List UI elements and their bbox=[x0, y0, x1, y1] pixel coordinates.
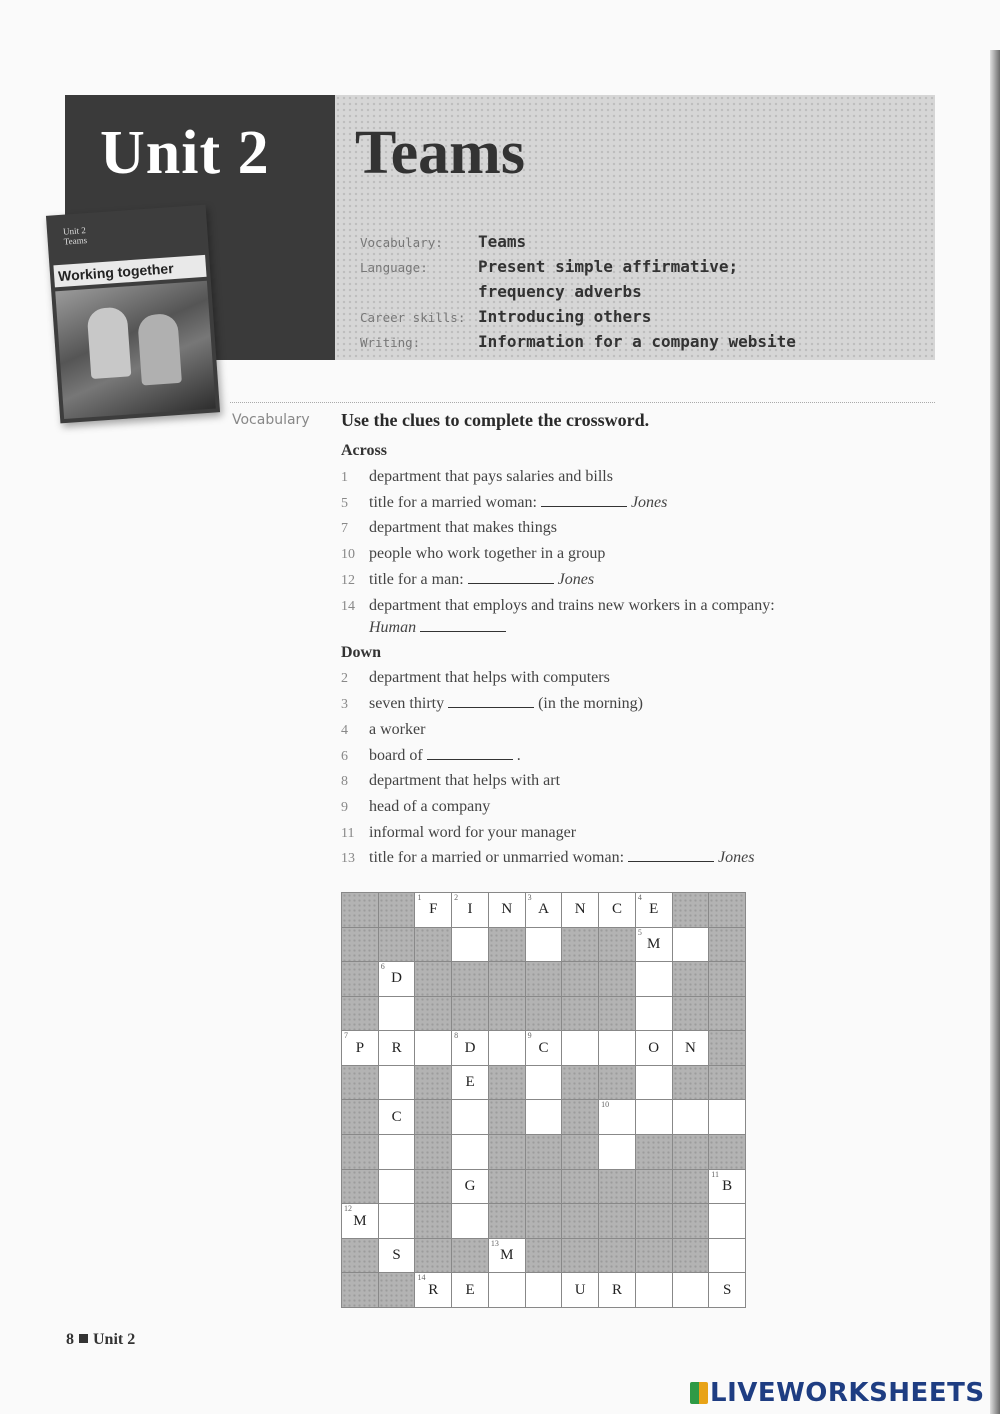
cell-letter: N bbox=[501, 901, 513, 918]
cell-letter: B bbox=[722, 1177, 733, 1194]
crossword-block bbox=[415, 997, 451, 1031]
cell-number: 3 bbox=[527, 893, 532, 902]
crossword-cell[interactable] bbox=[452, 928, 488, 962]
crossword-block bbox=[709, 997, 745, 1031]
crossword-cell[interactable] bbox=[489, 1031, 525, 1065]
cell-number: 5 bbox=[637, 927, 642, 937]
clue-down-9: 9 head of a company bbox=[341, 798, 491, 815]
crossword-block bbox=[342, 1100, 378, 1134]
cell-letter: N bbox=[574, 901, 586, 918]
crossword-block bbox=[562, 1170, 598, 1204]
crossword-block bbox=[562, 1239, 598, 1273]
crossword-block bbox=[599, 928, 635, 962]
crossword-block bbox=[599, 1239, 635, 1273]
crossword-cell[interactable] bbox=[379, 1135, 415, 1169]
crossword-cell[interactable] bbox=[599, 1135, 635, 1169]
cell-number: 7 bbox=[344, 1031, 348, 1041]
clue-across-14: 14 department that employs and trains new workers in a company: bbox=[341, 597, 775, 614]
cell-letter: S bbox=[722, 1281, 732, 1298]
cell-number: 6 bbox=[380, 962, 385, 972]
crossword-block bbox=[599, 1170, 635, 1204]
cell-letter: R bbox=[611, 1281, 622, 1298]
crossword-cell[interactable] bbox=[379, 962, 415, 996]
cell-letter: E bbox=[465, 1074, 475, 1091]
crossword-block bbox=[342, 1273, 378, 1307]
crossword-block bbox=[342, 1239, 378, 1273]
crossword-cell[interactable] bbox=[526, 928, 562, 962]
crossword-block bbox=[342, 1170, 378, 1204]
crossword-block bbox=[526, 1170, 562, 1204]
answer-blank bbox=[448, 707, 534, 708]
clue-across-14-line2: Human bbox=[341, 619, 510, 637]
crossword-cell[interactable] bbox=[636, 1066, 672, 1100]
crossword-cell[interactable] bbox=[379, 1170, 415, 1204]
crossword-cell[interactable] bbox=[379, 1066, 415, 1100]
cell-number: 11 bbox=[711, 1169, 719, 1179]
section-divider bbox=[230, 402, 935, 403]
crossword-block bbox=[342, 928, 378, 962]
crossword-cell[interactable] bbox=[379, 997, 415, 1031]
crossword-block bbox=[673, 962, 709, 996]
crossword-cell[interactable] bbox=[636, 893, 672, 927]
crossword-block bbox=[636, 1204, 672, 1238]
crossword-cell[interactable] bbox=[673, 1031, 709, 1065]
crossword-cell[interactable] bbox=[599, 1031, 635, 1065]
crossword-cell[interactable] bbox=[379, 1204, 415, 1238]
overview-row: Language: Present simple affirmative; bbox=[360, 257, 739, 276]
crossword-block bbox=[709, 928, 745, 962]
crossword-block bbox=[562, 1135, 598, 1169]
crossword-block bbox=[562, 1066, 598, 1100]
cell-letter: G bbox=[464, 1177, 476, 1194]
clue-across-7: 7 department that makes things bbox=[341, 519, 557, 536]
cell-letter: M bbox=[353, 1212, 367, 1229]
crossword-block bbox=[415, 1170, 451, 1204]
crossword-cell[interactable] bbox=[673, 928, 709, 962]
crossword-block bbox=[709, 893, 745, 927]
crossword-block bbox=[379, 893, 415, 927]
overview-row: frequency adverbs bbox=[478, 282, 642, 301]
crossword-block bbox=[562, 997, 598, 1031]
crossword-block bbox=[452, 1239, 488, 1273]
answer-blank bbox=[628, 861, 714, 862]
cell-letter: D bbox=[391, 970, 402, 987]
crossword-cell[interactable] bbox=[599, 1100, 635, 1134]
crossword-cell[interactable] bbox=[599, 893, 635, 927]
cell-number: 10 bbox=[601, 1100, 610, 1110]
crossword-block bbox=[415, 1066, 451, 1100]
crossword-cell[interactable] bbox=[379, 1100, 415, 1134]
crossword-block bbox=[379, 1273, 415, 1307]
crossword-block bbox=[379, 928, 415, 962]
cell-letter: N bbox=[684, 1039, 696, 1056]
crossword-block bbox=[489, 928, 525, 962]
cell-number: 13 bbox=[490, 1238, 499, 1248]
crossword-block bbox=[709, 1066, 745, 1100]
cell-letter: S bbox=[392, 1247, 401, 1264]
crossword-block bbox=[636, 1170, 672, 1204]
overview-row: Writing: Information for a company website bbox=[360, 332, 796, 351]
cell-number: 8 bbox=[454, 1031, 459, 1041]
crossword-cell[interactable] bbox=[489, 1239, 525, 1273]
crossword-block bbox=[415, 1204, 451, 1238]
crossword-cell[interactable] bbox=[526, 1100, 562, 1134]
crossword-block bbox=[415, 962, 451, 996]
crossword-cell[interactable] bbox=[562, 1273, 598, 1307]
clue-across-5: 5 title for a married woman: Jones bbox=[341, 494, 668, 511]
unit-name: Teams bbox=[355, 119, 525, 187]
crossword-cell[interactable] bbox=[452, 1273, 488, 1307]
cell-number: 14 bbox=[417, 1273, 426, 1283]
crossword-cell[interactable] bbox=[452, 1031, 488, 1065]
cell-number: 9 bbox=[527, 1031, 532, 1041]
across-heading: Across bbox=[341, 442, 387, 459]
cell-letter: F bbox=[429, 901, 438, 918]
crossword-block bbox=[599, 1204, 635, 1238]
crossword-cell[interactable] bbox=[709, 1170, 745, 1204]
cover-photo bbox=[55, 281, 216, 419]
crossword-block bbox=[673, 893, 709, 927]
crossword-block bbox=[599, 997, 635, 1031]
overview-row: Vocabulary: Teams bbox=[360, 232, 527, 251]
crossword-block bbox=[562, 928, 598, 962]
cell-letter: U bbox=[574, 1281, 586, 1298]
book-cover-thumbnail bbox=[46, 205, 220, 424]
crossword-cell[interactable] bbox=[526, 1273, 562, 1307]
answer-blank bbox=[468, 583, 554, 584]
crossword-block bbox=[342, 1135, 378, 1169]
clue-down-11: 11 informal word for your manager bbox=[341, 824, 577, 841]
crossword-block bbox=[452, 997, 488, 1031]
cell-letter: P bbox=[355, 1039, 365, 1056]
liveworksheets-logo-icon bbox=[690, 1382, 708, 1404]
crossword-cell[interactable] bbox=[709, 1100, 745, 1134]
crossword-cell[interactable] bbox=[636, 997, 672, 1031]
crossword-block bbox=[673, 997, 709, 1031]
crossword-cell[interactable] bbox=[489, 1273, 525, 1307]
crossword-cell[interactable] bbox=[342, 1204, 378, 1238]
crossword-cell[interactable] bbox=[709, 1204, 745, 1238]
clue-across-12: 12 title for a man: Jones bbox=[341, 571, 595, 588]
clue-down-2: 2 department that helps with computers bbox=[341, 669, 610, 686]
cell-number: 2 bbox=[454, 893, 459, 902]
cell-letter: M bbox=[647, 935, 661, 952]
crossword-cell[interactable] bbox=[636, 1031, 672, 1065]
unit-overview bbox=[360, 229, 796, 354]
crossword-block bbox=[342, 997, 378, 1031]
crossword-block bbox=[342, 893, 378, 927]
cell-letter: C bbox=[611, 901, 622, 918]
crossword-block bbox=[562, 1100, 598, 1134]
answer-blank bbox=[541, 506, 627, 507]
crossword-cell[interactable] bbox=[452, 1170, 488, 1204]
crossword-block bbox=[636, 1239, 672, 1273]
crossword-cell[interactable] bbox=[673, 1100, 709, 1134]
crossword-block bbox=[709, 1135, 745, 1169]
clue-across-10: 10 people who work together in a group bbox=[341, 545, 606, 562]
cell-letter: A bbox=[538, 901, 549, 918]
crossword-cell[interactable] bbox=[526, 1066, 562, 1100]
crossword-cell[interactable] bbox=[452, 1204, 488, 1238]
crossword-block bbox=[599, 1066, 635, 1100]
cover-title: Working together bbox=[53, 255, 206, 288]
crossword-cell[interactable] bbox=[636, 962, 672, 996]
crossword-cell[interactable] bbox=[636, 928, 672, 962]
crossword-cell[interactable] bbox=[599, 1273, 635, 1307]
crossword-cell[interactable] bbox=[452, 1100, 488, 1134]
crossword-block bbox=[489, 1170, 525, 1204]
exercise-instruction: Use the clues to complete the crossword. bbox=[341, 410, 650, 430]
overview-row: Career skills: Introducing others bbox=[360, 307, 652, 326]
crossword-block bbox=[415, 1135, 451, 1169]
crossword-cell[interactable] bbox=[452, 893, 488, 927]
crossword-cell[interactable] bbox=[636, 1100, 672, 1134]
cell-letter: R bbox=[391, 1039, 402, 1056]
crossword-cell[interactable] bbox=[526, 1031, 562, 1065]
liveworksheets-branding: LIVEWORKSHEETS bbox=[690, 1378, 985, 1408]
crossword-cell[interactable] bbox=[526, 893, 562, 927]
crossword-block bbox=[342, 962, 378, 996]
cell-letter: C bbox=[538, 1039, 549, 1056]
crossword-cell[interactable] bbox=[415, 1273, 451, 1307]
crossword-cell[interactable] bbox=[379, 1239, 415, 1273]
crossword-block bbox=[673, 1204, 709, 1238]
crossword-block bbox=[526, 962, 562, 996]
crossword-block bbox=[489, 1100, 525, 1134]
cell-letter: M bbox=[500, 1247, 514, 1264]
crossword-cell[interactable] bbox=[415, 893, 451, 927]
crossword-block bbox=[599, 962, 635, 996]
section-label: Vocabulary bbox=[232, 412, 310, 428]
clue-down-4: 4 a worker bbox=[341, 721, 426, 738]
cell-letter: E bbox=[465, 1281, 475, 1298]
cell-letter: I bbox=[467, 901, 473, 918]
crossword-block bbox=[415, 928, 451, 962]
crossword-cell[interactable] bbox=[709, 1239, 745, 1273]
crossword-cell[interactable] bbox=[489, 893, 525, 927]
clue-down-8: 8 department that helps with art bbox=[341, 772, 561, 789]
book-spine-shadow bbox=[990, 50, 1000, 1414]
crossword-cell[interactable] bbox=[342, 1031, 378, 1065]
clue-down-6: 6 board of . bbox=[341, 747, 521, 764]
crossword-block bbox=[415, 1239, 451, 1273]
crossword-cell[interactable] bbox=[452, 1066, 488, 1100]
crossword-block bbox=[673, 1239, 709, 1273]
page-footer: 8 Unit 2 bbox=[66, 1331, 136, 1348]
answer-blank bbox=[420, 631, 506, 632]
crossword-block bbox=[489, 997, 525, 1031]
crossword-block bbox=[526, 1204, 562, 1238]
crossword-block bbox=[673, 1170, 709, 1204]
cell-letter: D bbox=[464, 1039, 476, 1056]
crossword-block bbox=[709, 962, 745, 996]
crossword-block bbox=[489, 1066, 525, 1100]
crossword-block bbox=[526, 1135, 562, 1169]
unit-label: Unit 2 bbox=[100, 119, 270, 187]
crossword-block bbox=[636, 1135, 672, 1169]
crossword-block bbox=[342, 1066, 378, 1100]
crossword-block bbox=[415, 1100, 451, 1134]
crossword-block bbox=[562, 962, 598, 996]
crossword-cell[interactable] bbox=[709, 1273, 745, 1307]
crossword-cell[interactable] bbox=[562, 893, 598, 927]
down-heading: Down bbox=[341, 644, 382, 661]
cover-unit-line: Unit 2 Teams bbox=[62, 225, 88, 247]
answer-blank bbox=[427, 759, 513, 760]
cell-number: 4 bbox=[637, 893, 642, 902]
crossword-cell[interactable] bbox=[379, 1031, 415, 1065]
cell-letter: C bbox=[391, 1108, 402, 1125]
cell-letter: O bbox=[648, 1039, 660, 1056]
crossword-cell[interactable] bbox=[415, 1031, 451, 1065]
clue-down-3: 3 seven thirty (in the morning) bbox=[341, 695, 643, 712]
crossword-block bbox=[526, 1239, 562, 1273]
cell-letter: E bbox=[649, 901, 659, 918]
crossword-block bbox=[489, 1204, 525, 1238]
crossword-block bbox=[709, 1031, 745, 1065]
crossword-cell[interactable] bbox=[636, 1273, 672, 1307]
cell-number: 1 bbox=[417, 893, 422, 902]
crossword-block bbox=[526, 997, 562, 1031]
clue-down-13: 13 title for a married or unmarried woman: Jones bbox=[341, 849, 755, 866]
crossword-block bbox=[452, 962, 488, 996]
cell-number: 12 bbox=[344, 1204, 352, 1214]
crossword-grid bbox=[341, 892, 746, 1308]
crossword-block bbox=[562, 1204, 598, 1238]
crossword-block bbox=[489, 1135, 525, 1169]
crossword-block bbox=[673, 1066, 709, 1100]
crossword-block bbox=[489, 962, 525, 996]
cell-letter: R bbox=[428, 1281, 439, 1298]
crossword-block bbox=[673, 1135, 709, 1169]
clue-across-1: 1 department that pays salaries and bills bbox=[341, 468, 613, 485]
crossword-cell[interactable] bbox=[673, 1273, 709, 1307]
crossword-cell[interactable] bbox=[562, 1031, 598, 1065]
crossword-cell[interactable] bbox=[452, 1135, 488, 1169]
